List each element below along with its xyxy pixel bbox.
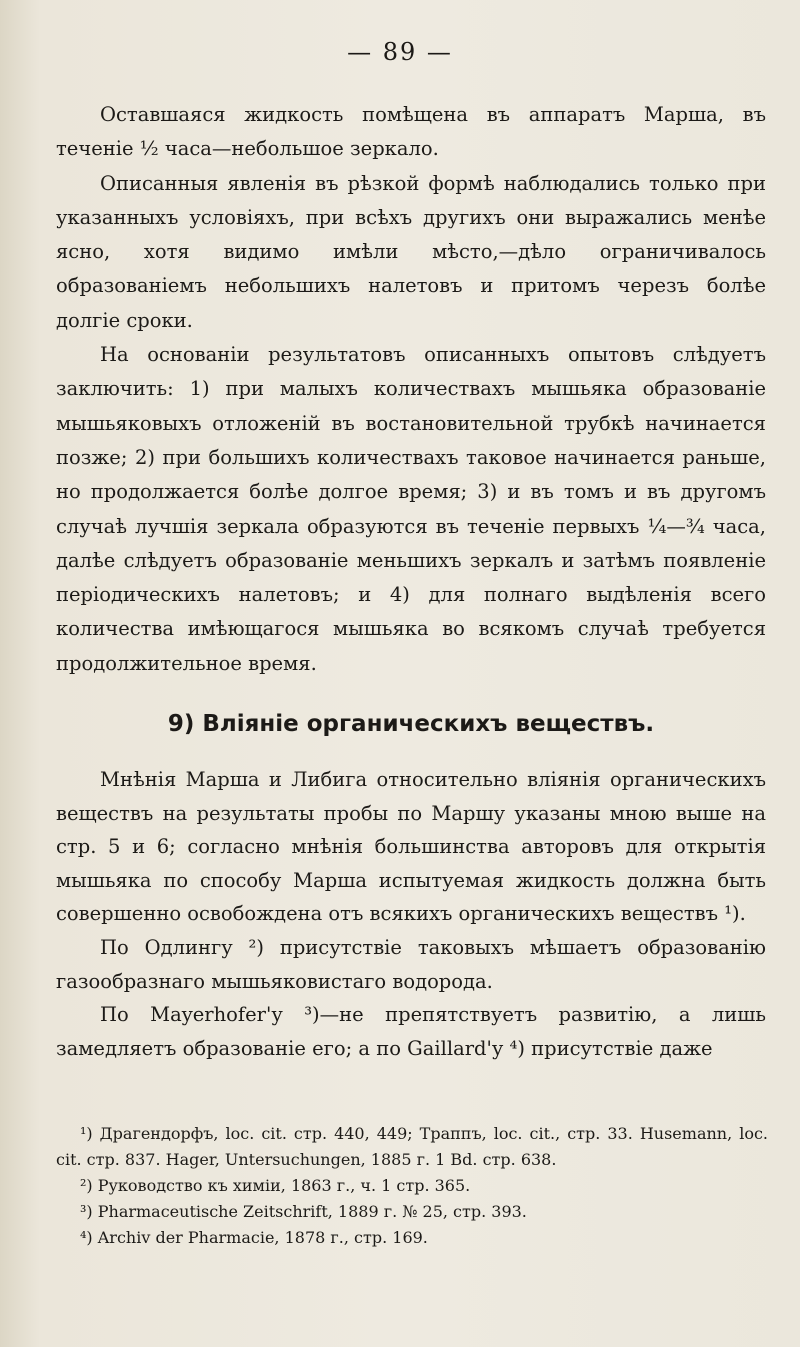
paragraph: По Mayerhofer'у ³)—не препятствуетъ развитію, а лишь замедляетъ образованіе его; а по Gaillard'у ⁴) присутствіе даже <box>56 1003 766 1060</box>
footnote: ³) Pharmaceutische Zeitschrift, 1889 г. № 25, стр. 393. <box>80 1202 527 1221</box>
paragraph: Мнѣнія Марша и Либига относительно вліянія органическихъ веществъ на результаты пробы по Маршу указаны мною выше на стр. 5 и 6; согласно мнѣнія большинства авторовъ для открытія мышьяка по способу Марша испытуемая жидкость должна быть совершенно освобождена отъ всякихъ органическихъ веществъ ¹). <box>56 768 766 926</box>
main-text <box>56 98 766 1065</box>
paragraph: По Одлингу ²) присутствіе таковыхъ мѣшаетъ образованію газообразнаго мышьяковистаго водорода. <box>56 936 766 993</box>
paragraph: Оставшаяся жидкость помѣщена въ аппаратъ Марша, въ теченіе ½ часа—небольшое зеркало. <box>56 103 766 161</box>
paragraph: На основаніи результатовъ описанныхъ опытовъ слѣдуетъ заключить: 1) при малыхъ количествахъ мышьяка образованіе мышьяковыхъ отложеній въ востановительной трубкѣ начинается позже; 2) при большихъ количествахъ таковое начинается раньше, но продолжается болѣе долгое время; 3) и въ томъ и въ другомъ случаѣ лучшія зеркала образуются въ теченіе первыхъ ¼—¾ часа, далѣе слѣдуетъ образованіе меньшихъ зеркалъ и затѣмъ появленіе періодическихъ налетовъ; и 4) для полнаго выдѣленія всего количества имѣющагося мышьяка во всякомъ случаѣ требуется продолжительное время. <box>56 343 766 675</box>
paragraph: Описанныя явленія въ рѣзкой формѣ наблюдались только при указанныхъ условіяхъ, при всѣхъ другихъ они выражались менѣе ясно, хотя видимо имѣли мѣсто,—дѣло ограничивалось образованіемъ небольшихъ налетовъ и притомъ черезъ болѣе долгіе сроки. <box>56 171 766 332</box>
footnote: ⁴) Archiv der Pharmacie, 1878 г., стр. 169. <box>80 1228 428 1247</box>
page-number: — 89 — <box>347 38 453 66</box>
footnotes <box>56 1120 768 1251</box>
footnote: ¹) Драгендорфъ, loc. cit. стр. 440, 449; Траппъ, loc. cit., стр. 33. Husemann, loc. cit. стр. 837. Hager, Untersuchungen, 1885 г. 1 Bd. стр. 638. <box>56 1124 768 1169</box>
footnote: ²) Руководство къ химіи, 1863 г., ч. 1 стр. 365. <box>80 1176 471 1195</box>
section-heading: 9) Вліяніе органическихъ веществъ. <box>167 711 655 738</box>
